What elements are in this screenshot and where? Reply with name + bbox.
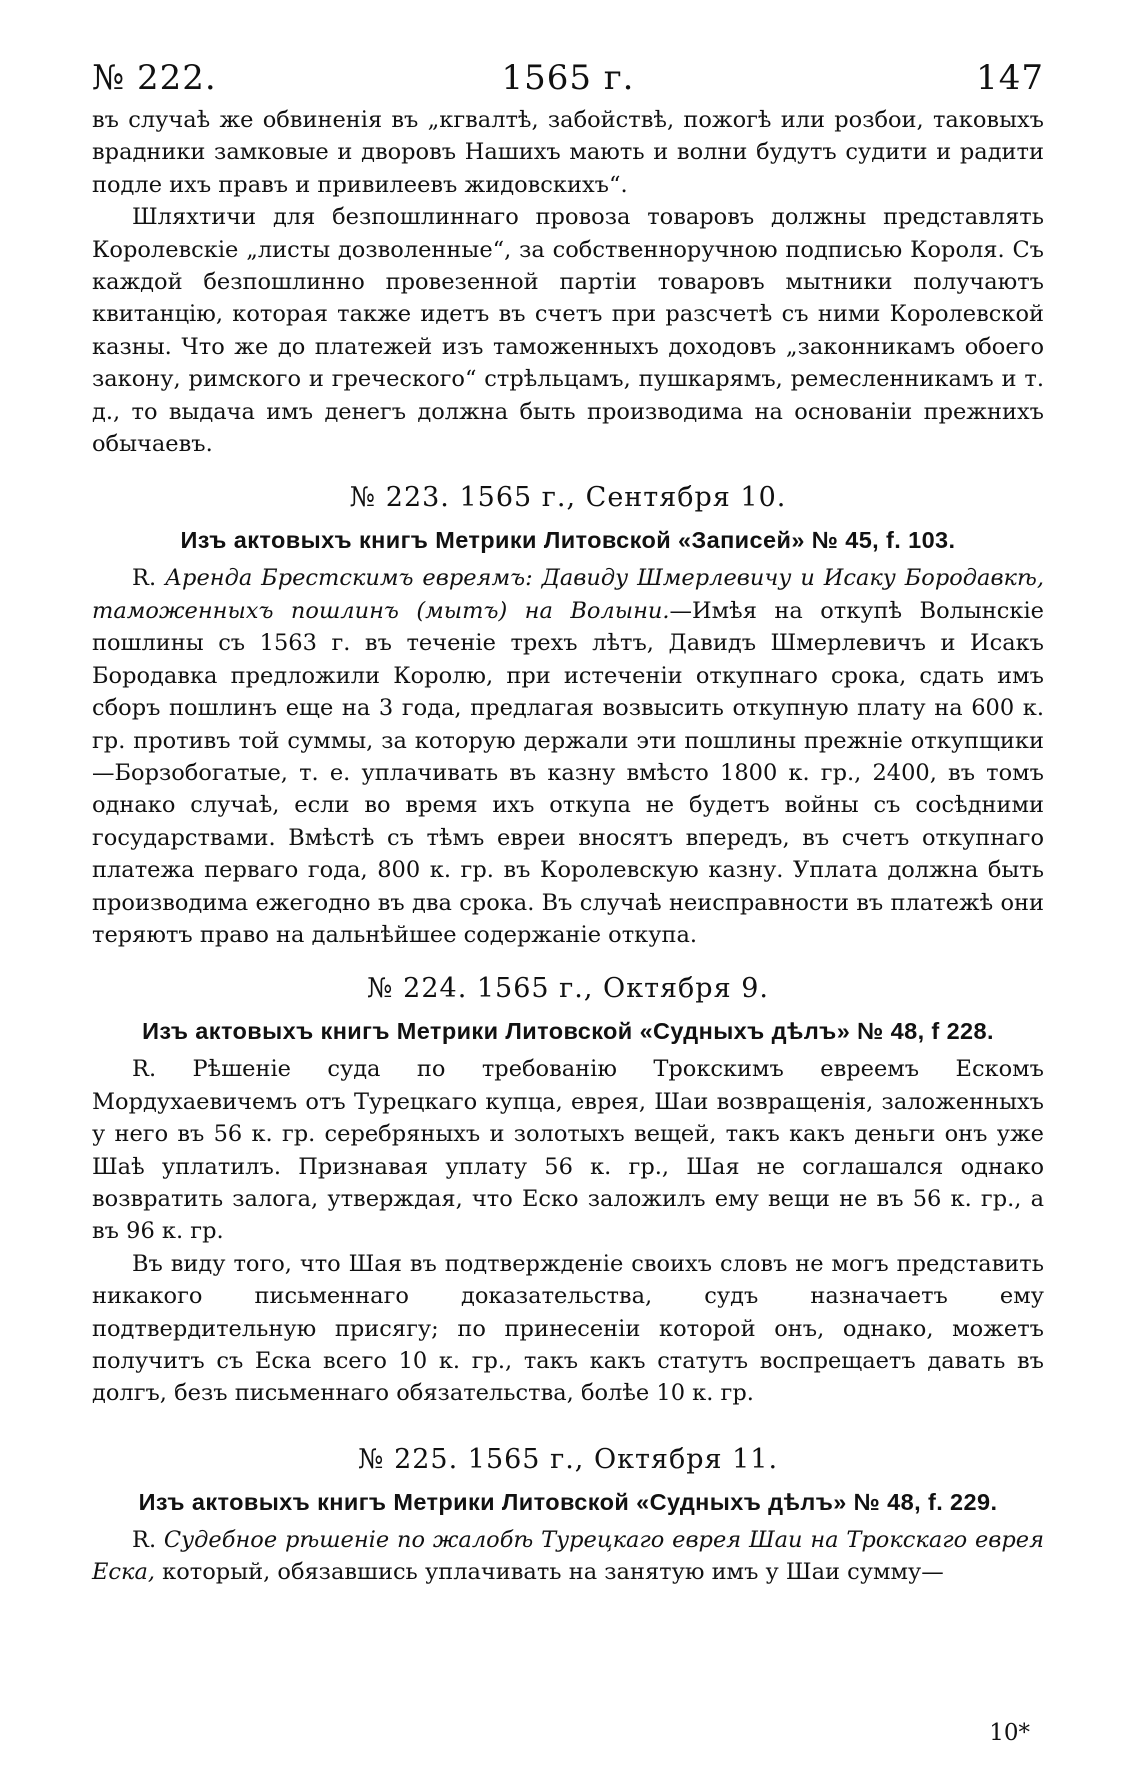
entry-body: который, обязавшись уплачивать на занятую имъ у Шаи сумму— xyxy=(155,1559,944,1586)
entry-title: № 225. 1565 г., Октября 11. xyxy=(357,1443,779,1475)
running-header xyxy=(92,58,1044,104)
signature-mark: 10* xyxy=(989,1720,1030,1746)
entry-title: № 224. 1565 г., Октября 9. xyxy=(367,973,769,1005)
entry-title: № 223. 1565 г., Сентября 10. xyxy=(349,482,787,514)
spacer xyxy=(92,1410,1044,1422)
header-year: 1565 г. xyxy=(501,58,635,98)
page-number: 147 xyxy=(976,58,1044,98)
regest-marker: R. xyxy=(132,1526,157,1553)
paragraph: R. Рѣшеніе суда по требованію Трокскимъ евреемъ Ескомъ Мордухаевичемъ отъ Турецкаго купца, еврея, Шаи возвращенія, заложенныхъ у него въ 56 к. гр. серебряныхъ и золотыхъ вещей, такъ какъ деньги онъ уже Шаѣ уплатилъ. Признавая уплату 56 к. гр., Шая не соглашался однако возвратить залога, утверждая, что Еско заложилъ ему вещи не въ 56 к. гр., а въ 96 к. гр. xyxy=(92,1056,1044,1245)
entry-source: Изъ актовыхъ книгъ Метрики Литовской «Судныхъ дѣлъ» № 48, f. 229. xyxy=(138,1488,998,1515)
entry-body: —Имѣя на откупѣ Волынскіе пошлины съ 1563 г. въ теченіе трехъ лѣтъ, Давидъ Шмерлевичъ и Исакъ Бородавка предложили Королю, при истеченіи откупнаго срока, сдать имъ сборъ пошлинъ еще на 3 года, предлагая возвысить откупную плату на 600 к. гр. противъ той суммы, за которую держали эти пошлины прежніе откупщики—Борзобогатые, т. е. уплачивать въ казну вмѣсто 1800 к. гр., 2400, въ томъ однако случаѣ, если во время ихъ откупа не будетъ войны съ сосѣдними государствами. Вмѣстѣ съ тѣмъ евреи вносятъ впередъ, въ счетъ откупнаго платежа перваго года, 800 к. гр. въ Королевскую казну. Уплата должна быть производима ежегодно въ два срока. Въ случаѣ неисправности въ платежѣ они теряютъ право на дальнѣйшее содержаніе откупа. xyxy=(92,597,1044,948)
paragraph: Въ виду того, что Шая въ подтвержденіе своихъ словъ не могъ представить никакого письменнаго доказательства, судъ назначаетъ ему подтвердительную присягу; по принесеніи которой онъ, однако, можетъ получитъ съ Еска всего 10 к. гр., такъ какъ статутъ воспрещаетъ давать въ долгъ, безъ письменнаго обязательства, болѣе 10 к. гр. xyxy=(92,1250,1044,1407)
paragraph: въ случаѣ же обвиненія въ „кгвалтѣ, забойствѣ, пожогѣ или розбои, таковыхъ врадники замковые и дворовъ Нашихъ мають и волни будутъ судити и радити подле ихъ правъ и привилеевъ жидовскихъ“. xyxy=(92,107,1044,198)
entry-source: Изъ актовыхъ книгъ Метрики Литовской «Записей» № 45, f. 103. xyxy=(180,527,956,554)
regest-marker: R. xyxy=(132,565,157,592)
paragraph: Шляхтичи для безпошлиннаго провоза товаровъ должны представлять Королевскіе „листы дозволенные“, за собственноручною подписью Короля. Съ каждой безпошлинно провезенной партіи товаровъ мытники получаютъ квитанцію, которая также идетъ въ счетъ при разсчетѣ съ ними Королевской казны. Что же до платежей изъ таможенныхъ доходовъ „законникамъ обоего закону, римского и греческого“ стрѣльцамъ, пушкарямъ, ремесленникамъ и т. д., то выдача имъ денегъ должна быть производима на основаніи прежнихъ обычаевъ. xyxy=(92,204,1044,458)
header-document-number: № 222. xyxy=(92,58,217,98)
entry-source: Изъ актовыхъ книгъ Метрики Литовской «Судныхъ дѣлъ» № 48, f 228. xyxy=(142,1018,994,1045)
entry-heading-italic: Судебное рѣшеніе по жалобѣ Турецкаго еврея Шаи на Трокскаго еврея Еска, xyxy=(92,1526,1044,1586)
entry-heading-italic: Аренда Брестскимъ евреямъ: Давиду Шмерлевичу и Исаку Бородавкѣ, таможенныхъ пошлинъ (мытъ) на Волыни. xyxy=(92,565,1044,624)
entry-summary xyxy=(92,562,1044,951)
entry-summary xyxy=(92,1524,1044,1589)
